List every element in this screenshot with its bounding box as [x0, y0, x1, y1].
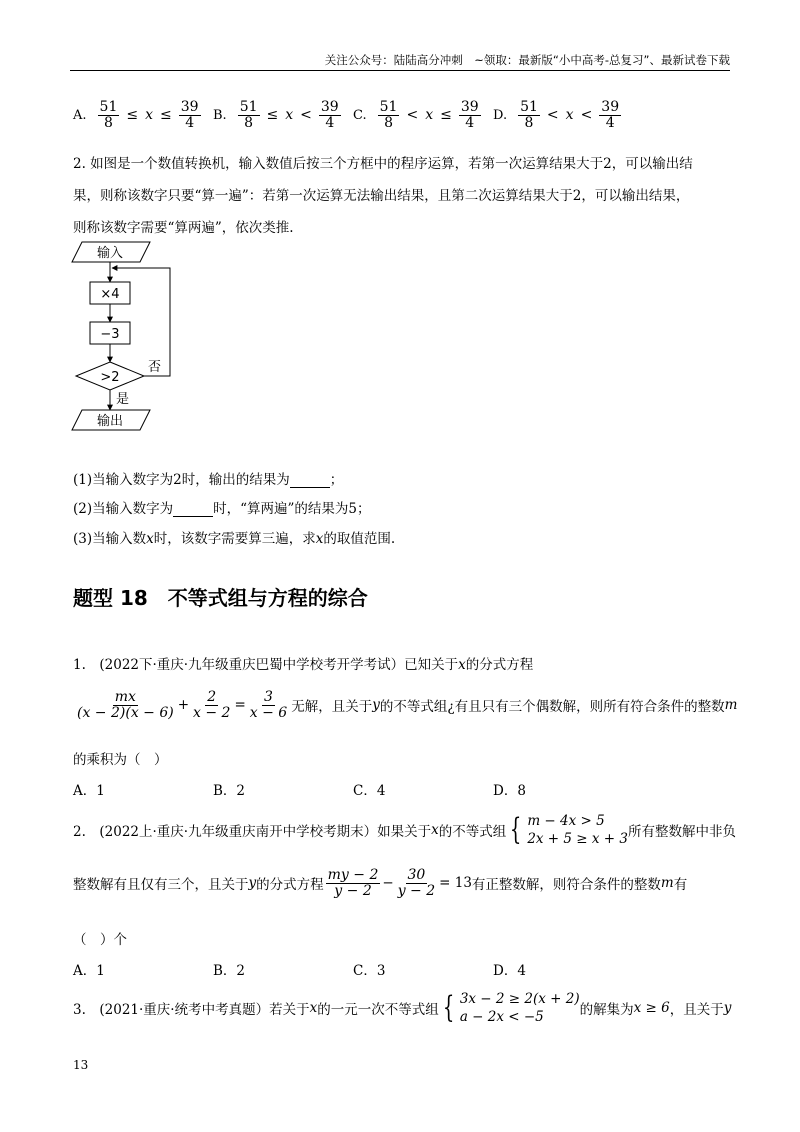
variable: x [565, 107, 574, 124]
minus-sign: − [382, 875, 394, 892]
solution-set: x ≥ 6 [633, 1000, 670, 1017]
p1-option-c: C．4 [353, 783, 386, 799]
q2-line-2: 果，则称该数字只要“算一遍”：若第一次运算无法输出结果，且第二次运算结果大于2，可以输出结果， [73, 188, 690, 204]
option-c-left-fraction [378, 100, 400, 130]
system-line-2: a − 2x < −5 [459, 1009, 544, 1026]
p2-text: 的分式方程 [256, 877, 324, 894]
fraction-numerator: 51 [239, 99, 258, 115]
variable: x [309, 1000, 318, 1017]
option-c-letter: C. [353, 107, 367, 123]
fraction-numerator: 39 [320, 99, 339, 115]
relation-symbol: ≤ [126, 107, 139, 124]
fraction-numerator: 39 [180, 99, 199, 115]
q2-sub2 [73, 497, 371, 517]
fraction-numerator: 2 [207, 689, 217, 705]
relation-symbol: ≤ [266, 107, 279, 124]
fraction-denominator: 8 [524, 114, 534, 131]
variable: x [458, 657, 466, 673]
equals-sign: = [234, 697, 246, 714]
fraction-denominator: 4 [185, 114, 195, 131]
fraction-numerator: 39 [601, 99, 620, 115]
p1-frac-1 [75, 690, 176, 720]
header-rule [70, 70, 730, 71]
option-d-letter: D. [493, 107, 508, 123]
option-c [353, 100, 493, 130]
relation-symbol: < [546, 107, 559, 124]
p1-frac-2 [191, 690, 232, 720]
p2-intro-mid: 的不等式组 [438, 824, 507, 841]
brace-icon: { [442, 990, 454, 1026]
fraction-denominator: 4 [465, 114, 475, 131]
p2-text: 整数解有且仅有三个，且关于 [73, 877, 249, 894]
sub1-end: ； [329, 472, 344, 488]
p1-line-3: 的乘积为（ ） [73, 752, 168, 768]
flow-step2-label: −3 [100, 327, 120, 342]
option-b-letter: B. [213, 107, 227, 123]
variable: x [431, 822, 439, 839]
flow-cond-label: >2 [100, 370, 120, 385]
flow-output-label: 输出 [96, 414, 124, 429]
fraction-denominator: y − 2 [397, 882, 436, 899]
p1-intro [73, 653, 533, 673]
sub2-end: 时，“算两遍”的结果为5； [213, 501, 371, 517]
system-line-2: 2x + 5 ≥ x + 3 [527, 831, 628, 848]
p2-intro-end: 所有整数解中非负 [628, 824, 736, 841]
p2-option-a: A．1 [73, 963, 105, 979]
fraction-denominator: 8 [244, 114, 254, 131]
option-a [73, 100, 213, 130]
fraction-denominator: 8 [103, 114, 113, 131]
p2-inequality-system [506, 812, 628, 848]
fraction-numerator: 39 [460, 99, 479, 115]
p1-option-b: B．2 [213, 783, 246, 799]
p1-text: 无解，且关于 [291, 699, 373, 716]
option-d-left-fraction [518, 100, 540, 130]
p1-option-a: A．1 [73, 783, 105, 799]
p1-option-d: D．8 [493, 783, 526, 799]
option-d [493, 100, 633, 130]
flow-step1-label: ×4 [100, 287, 120, 302]
section-title: 题型 18 不等式组与方程的综合 [73, 586, 368, 610]
option-d-right-fraction [599, 100, 621, 130]
q2-sub1 [73, 468, 343, 488]
p1-text: 的不等式组¿有且只有三个偶数解，则所有符合条件的整数 [379, 699, 725, 716]
variable: m [724, 697, 738, 714]
p2-text: 有正整数解，则符合条件的整数 [471, 877, 661, 894]
page-number: 13 [73, 1058, 89, 1072]
fraction-numerator: 30 [407, 867, 426, 883]
q1-options [73, 100, 633, 130]
option-a-letter: A. [73, 107, 87, 123]
fraction-denominator: 8 [384, 114, 393, 131]
p2-options [73, 959, 633, 979]
flow-yes-label: 是 [116, 392, 130, 407]
fraction-denominator: 4 [605, 114, 615, 131]
flow-input-label: 输入 [96, 246, 124, 261]
p1-options [73, 779, 633, 799]
flowchart [68, 238, 208, 438]
fraction-numerator: 51 [379, 99, 398, 115]
brace-icon: { [510, 812, 522, 848]
equals-value: = 13 [439, 875, 472, 892]
p3-text: 的解集为 [579, 1002, 634, 1019]
p3-intro-text: 3. (2021·重庆·统考中考真题）若关于 [73, 1002, 310, 1019]
p2-option-d: D．4 [493, 963, 526, 979]
p3-intro [73, 990, 731, 1026]
page-header: 关注公众号：陆陆高分冲刺 ~领取：最新版“小中高考-总复习”、最新试卷下载 [324, 53, 730, 67]
sub3-text: (3)当输入数 [73, 531, 147, 547]
p2-frac-1 [326, 868, 381, 898]
q2-sub3 [73, 527, 395, 547]
p3-inequality-system [439, 990, 580, 1026]
variable: y [248, 875, 257, 892]
q2-line-3: 则称该数字需要“算两遍”，依次类推. [73, 220, 294, 236]
p3-intro-mid: 的一元一次不等式组 [317, 1002, 439, 1019]
option-b-left-fraction [238, 100, 260, 130]
option-b-right-fraction [319, 100, 341, 130]
fraction-denominator: y − 2 [334, 882, 372, 899]
variable: x [285, 107, 294, 124]
relation-symbol: < [300, 107, 312, 124]
p1-intro-text: 1. (2022下·重庆·九年级重庆巴蜀中学校考开学考试）已知关于 [73, 657, 459, 673]
fraction-numerator: 51 [520, 99, 538, 115]
fraction-numerator: my − 2 [327, 867, 379, 883]
fraction-denominator: 4 [325, 114, 335, 131]
variable: m [660, 875, 674, 892]
relation-symbol: ≤ [160, 107, 172, 124]
flow-no-label: 否 [148, 360, 162, 375]
p2-intro-text: 2. (2022上·重庆·九年级重庆南开中学校考期末）如果关于 [73, 824, 432, 841]
variable: y [723, 1000, 732, 1017]
fraction-numerator: mx [114, 689, 136, 705]
fraction-numerator: 3 [264, 689, 273, 705]
system-line-1: 3x − 2 ≥ 2(x + 2) [459, 991, 580, 1007]
relation-symbol: ≤ [440, 107, 452, 124]
sub2-text: (2)当输入数字为 [73, 501, 174, 517]
p2-line-2 [73, 868, 687, 898]
p2-intro [73, 812, 736, 848]
variable: x [145, 107, 153, 124]
option-a-left-fraction [98, 100, 120, 130]
variable: x [315, 531, 324, 547]
answer-blank [173, 504, 213, 517]
p3-text: ，且关于 [669, 1002, 724, 1019]
fraction-numerator: 51 [99, 99, 118, 115]
option-a-right-fraction [179, 100, 201, 130]
sub3-text: 时，该数字需要算三遍，求 [153, 531, 316, 547]
variable: x [146, 531, 154, 547]
answer-blank [290, 475, 330, 488]
sub3-text: 的取值范围. [323, 531, 396, 547]
q2-line-1: 2. 如图是一个数值转换机，输入数值后按三个方框中的程序运算，若第一次运算结果大于2，可以输出结 [73, 156, 693, 172]
fraction-denominator: x − 6 [249, 704, 288, 721]
p1-equation-line [73, 690, 737, 720]
p2-option-c: C．3 [353, 963, 386, 979]
p1-frac-3 [248, 690, 289, 720]
p1-intro-end: 的分式方程 [465, 657, 534, 673]
fraction-denominator: x − 2 [193, 704, 231, 721]
system-line-1: m − 4x > 5 [527, 813, 605, 829]
option-b [213, 100, 353, 130]
relation-symbol: < [580, 107, 593, 124]
p2-frac-2 [396, 868, 437, 898]
p2-text: 有 [673, 877, 688, 894]
p2-line-3: （ ）个 [73, 932, 127, 948]
fraction-denominator: (x − 2)(x − 6) [77, 704, 174, 721]
variable: y [372, 697, 380, 714]
plus-sign: + [177, 697, 190, 714]
variable: x [425, 107, 434, 124]
relation-symbol: < [406, 107, 419, 124]
sub1-text: (1)当输入数字为2时，输出的结果为 [73, 472, 290, 488]
p2-option-b: B．2 [213, 963, 246, 979]
option-c-right-fraction [459, 100, 481, 130]
